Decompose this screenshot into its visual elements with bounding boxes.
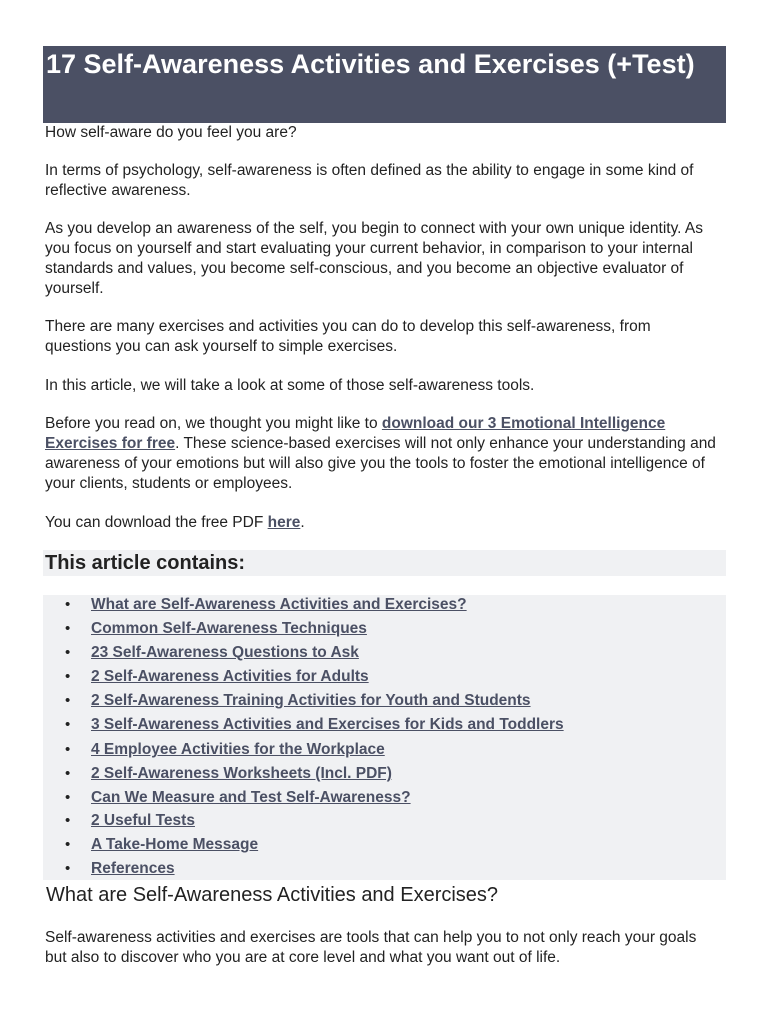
toc-link[interactable]: 2 Self-Awareness Worksheets (Incl. PDF) <box>91 765 392 782</box>
paragraph-text: . <box>300 514 305 531</box>
bullet-icon: • <box>65 765 71 782</box>
toc-item <box>43 811 726 833</box>
toc-link[interactable]: 2 Useful Tests <box>91 812 195 829</box>
toc-item <box>43 764 726 786</box>
bullet-icon: • <box>65 716 71 733</box>
intro-paragraph-5: In this article, we will take a look at some of those self-awareness tools. <box>45 377 535 394</box>
toc-link[interactable]: What are Self-Awareness Activities and Exercises? <box>91 596 467 613</box>
toc-item <box>43 859 726 881</box>
bullet-icon: • <box>65 668 71 685</box>
toc-item <box>43 715 726 737</box>
toc-link[interactable]: Can We Measure and Test Self-Awareness? <box>91 789 411 806</box>
intro-paragraph-2: In terms of psychology, self-awareness is often defined as the ability to engage in some kind of reflective awareness. <box>45 162 694 199</box>
bullet-icon: • <box>65 741 71 758</box>
paragraph-text: You can download the free PDF <box>45 514 268 531</box>
table-of-contents <box>43 595 726 880</box>
toc-heading: This article contains: <box>45 552 246 574</box>
toc-item <box>43 619 726 641</box>
toc-link[interactable]: A Take-Home Message <box>91 836 259 853</box>
paragraph-text: . These science-based exercises will not only enhance your understanding and awareness of your emotions but will also give you the tools to foster the emotional intelligence of your clients, students or employees. <box>45 435 716 492</box>
intro-paragraph-4: There are many exercises and activities you can do to develop this self-awareness, from questions you can ask yourself to simple exercises. <box>45 318 651 355</box>
toc-item <box>43 595 726 617</box>
bullet-icon: • <box>65 596 71 613</box>
section-paragraph-1: Self-awareness activities and exercises are tools that can help you to not only reach your goals but also to discover who you are at core level and what you want out of life. <box>45 929 697 966</box>
toc-link[interactable]: 4 Employee Activities for the Workplace <box>91 741 385 758</box>
title-banner <box>43 46 726 123</box>
toc-item <box>43 691 726 713</box>
toc-link[interactable]: Common Self-Awareness Techniques <box>91 620 367 637</box>
bullet-icon: • <box>65 620 71 637</box>
pdf-here-link[interactable]: here <box>267 514 301 531</box>
intro-paragraph-6 <box>45 414 720 494</box>
section-heading: What are Self-Awareness Activities and Exercises? <box>46 884 499 906</box>
toc-item <box>43 835 726 857</box>
toc-item <box>43 788 726 810</box>
toc-item <box>43 740 726 762</box>
download-exercises-link[interactable]: download our 3 Emotional Intelligence Exercises for free <box>45 415 666 452</box>
bullet-icon: • <box>65 836 71 853</box>
bullet-icon: • <box>65 812 71 829</box>
toc-link[interactable]: 23 Self-Awareness Questions to Ask <box>91 644 359 661</box>
bullet-icon: • <box>65 692 71 709</box>
intro-paragraph-7 <box>45 513 720 533</box>
toc-link[interactable]: 2 Self-Awareness Activities for Adults <box>91 668 369 685</box>
bullet-icon: • <box>65 789 71 806</box>
article-title: 17 Self-Awareness Activities and Exercises (+Test) <box>46 49 695 79</box>
toc-link[interactable]: 2 Self-Awareness Training Activities for Youth and Students <box>91 692 531 709</box>
toc-heading-bar <box>43 550 726 576</box>
bullet-icon: • <box>65 860 71 877</box>
paragraph-text: Before you read on, we thought you might like to <box>45 415 382 432</box>
toc-link[interactable]: References <box>91 860 175 877</box>
toc-item <box>43 643 726 665</box>
bullet-icon: • <box>65 644 71 661</box>
toc-link[interactable]: 3 Self-Awareness Activities and Exercises for Kids and Toddlers <box>91 716 564 733</box>
intro-paragraph-1: How self-aware do you feel you are? <box>45 124 297 141</box>
intro-paragraph-3: As you develop an awareness of the self, you begin to connect with your own unique identity. As you focus on yourself and start evaluating your current behavior, in comparison to your internal standards and values, you become self-conscious, and you become an objective evaluator of yourself. <box>45 220 704 297</box>
toc-item <box>43 667 726 689</box>
